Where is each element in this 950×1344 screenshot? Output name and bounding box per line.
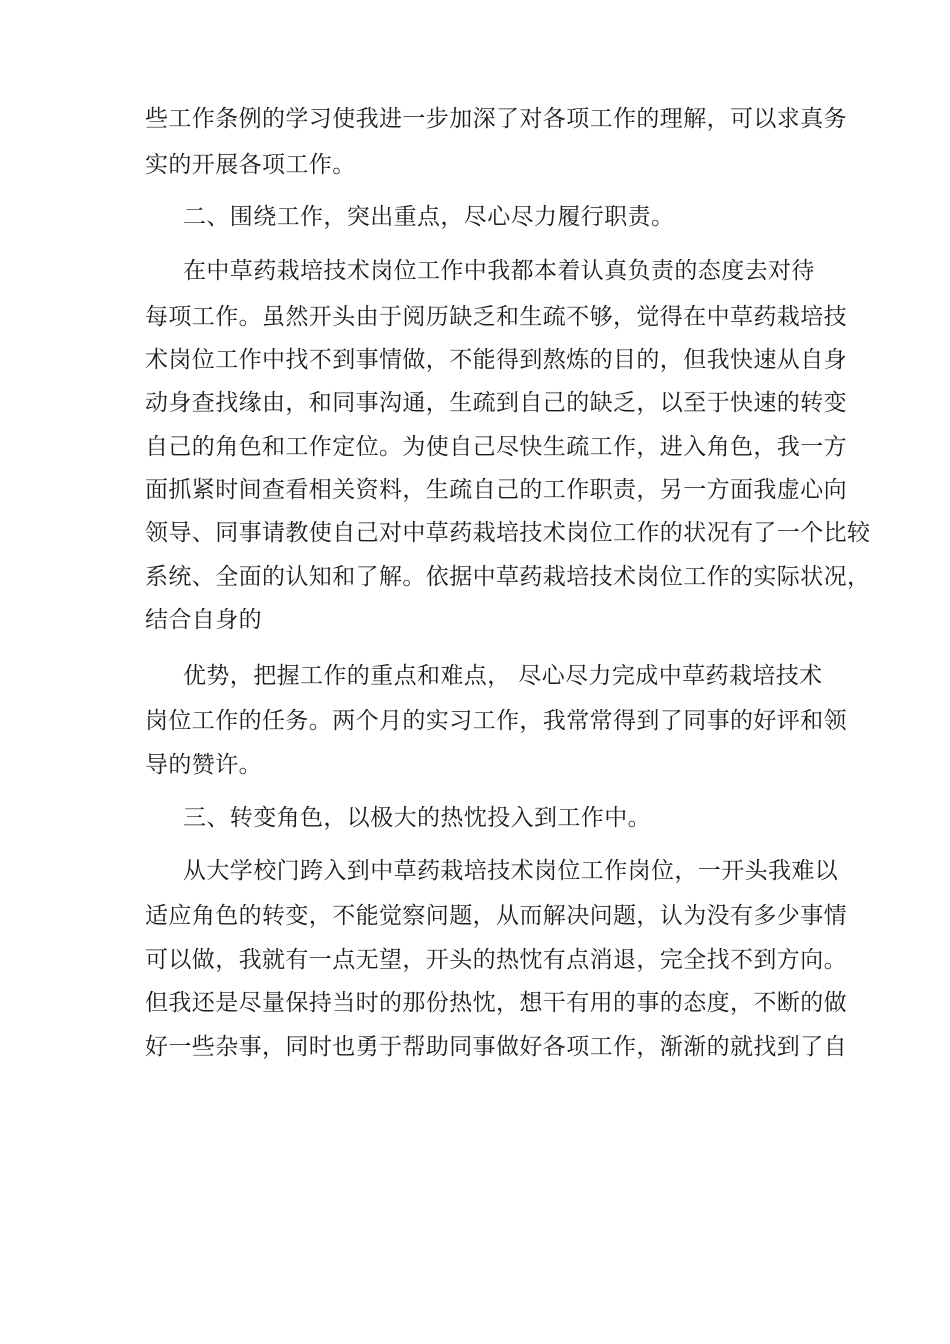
paragraph-line: 优势，把握工作的重点和难点， 尽心尽力完成中草药栽培技术 xyxy=(183,663,823,689)
paragraph-line: 从大学校门跨入到中草药栽培技术岗位工作岗位，一开头我难以 xyxy=(183,858,839,884)
paragraph-line: 系统、全面的认知和了解。依据中草药栽培技术岗位工作的实际状况， xyxy=(145,564,871,590)
paragraph-line: 些工作条例的学习使我进一步加深了对各项工作的理解，可以求真务 xyxy=(145,106,847,132)
section-heading: 三、转变角色，以极大的热忱投入到工作中。 xyxy=(183,805,651,831)
paragraph-line: 结合自身的 xyxy=(145,607,262,633)
paragraph-line: 在中草药栽培技术岗位工作中我都本着认真负责的态度去对待 xyxy=(183,258,815,284)
paragraph-line: 术岗位工作中找不到事情做，不能得到熬炼的目的，但我快速从自身 xyxy=(145,347,847,373)
paragraph-line: 面抓紧时间查看相关资料，生疏自己的工作职责，另一方面我虚心向 xyxy=(145,477,847,503)
paragraph-line: 可以做，我就有一点无望，开头的热忱有点消退，完全找不到方向。 xyxy=(145,947,847,973)
paragraph-line: 自己的角色和工作定位。为使自己尽快生疏工作，进入角色，我一方 xyxy=(145,434,847,460)
paragraph-line: 领导、同事请教使自己对中草药栽培技术岗位工作的状况有了一个比较 xyxy=(145,520,871,546)
paragraph-line: 实的开展各项工作。 xyxy=(145,152,356,178)
paragraph-line: 但我还是尽量保持当时的那份热忱，想干有用的事的态度，不断的做 xyxy=(145,990,847,1016)
section-heading: 二、围绕工作，突出重点，尽心尽力履行职责。 xyxy=(183,204,675,230)
paragraph-line: 适应角色的转变，不能觉察问题，从而解决问题，认为没有多少事情 xyxy=(145,903,847,929)
paragraph-line: 岗位工作的任务。两个月的实习工作，我常常得到了同事的好评和领 xyxy=(145,708,847,734)
paragraph-line: 每项工作。虽然开头由于阅历缺乏和生疏不够，觉得在中草药栽培技 xyxy=(145,304,847,330)
paragraph-line: 动身查找缘由，和同事沟通，生疏到自己的缺乏，以至于快速的转变 xyxy=(145,390,847,416)
paragraph-line: 好一些杂事，同时也勇于帮助同事做好各项工作，渐渐的就找到了自 xyxy=(145,1034,847,1060)
paragraph-line: 导的赞许。 xyxy=(145,752,262,778)
